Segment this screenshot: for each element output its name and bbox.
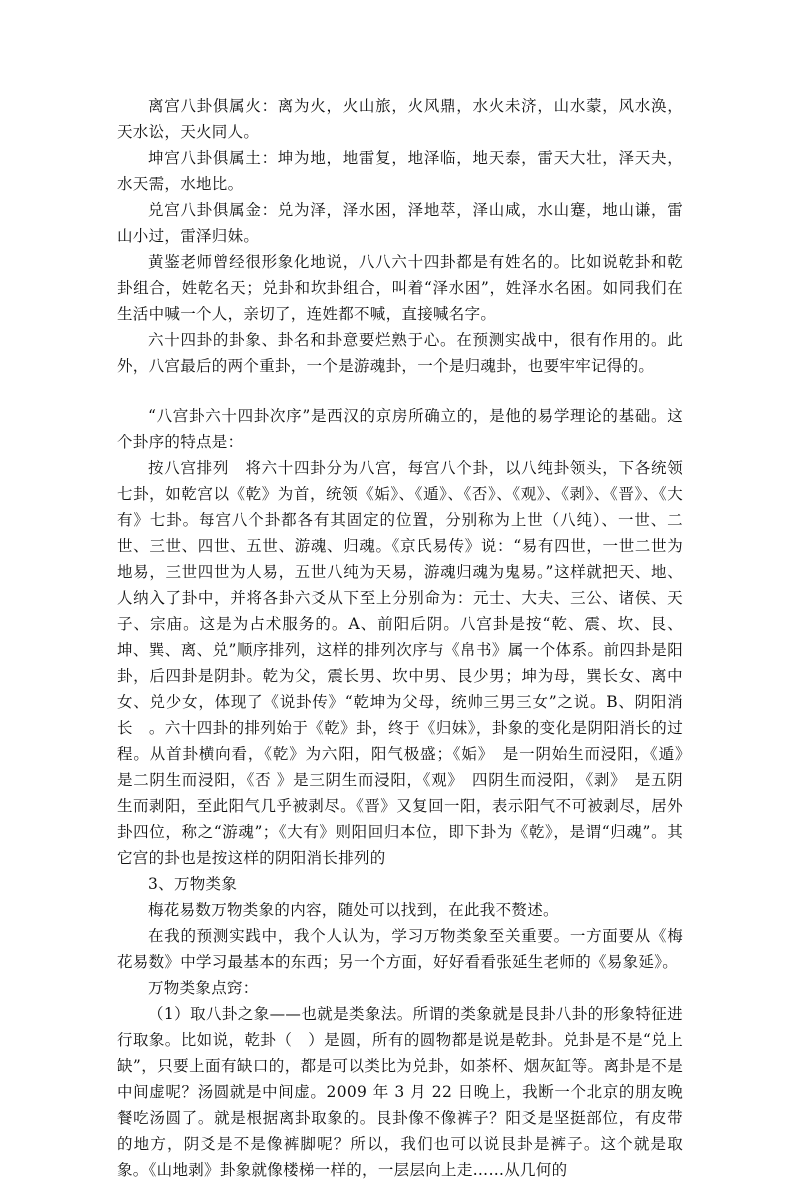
paragraph-hexagram-names: 黄鉴老师曾经很形象化地说，八八六十四卦都是有姓名的。比如说乾卦和乾卦组合，姓乾名天；兑卦和坎卦组合，叫着“泽水困”，姓泽水名困。如同我们在生活中喊一个人，亲切了，连姓都不喊，直接喊名字。 — [117, 253, 683, 323]
paragraph-practice: 在我的预测实践中，我个人认为，学习万物类象至关重要。一方面要从《梅花易数》中学习最基本的东西；另一个方面，好好看看张延生老师的《易象延》。 — [117, 927, 683, 971]
paragraph-kun-palace: 坤宫八卦俱属土：坤为地，地雷复，地泽临，地天泰，雷天大壮，泽天夬，水天需，水地比。 — [117, 149, 683, 193]
paragraph-jingfang-order: “八宫卦六十四卦次序”是西汉的京房所确立的，是他的易学理论的基础。这个卦序的特点是： — [117, 407, 683, 451]
paragraph-meihua: 梅花易数万物类象的内容，随处可以找到，在此我不赘述。 — [148, 901, 559, 919]
paragraph-dui-palace: 兑宫八卦俱属金：兑为泽，泽水困，泽地萃，泽山咸，水山蹇，地山谦，雷山小过，雷泽归妹。 — [117, 201, 683, 245]
paragraph-take-image: （1）取八卦之象——也就是类象法。所谓的类象就是艮卦八卦的形象特征进行取象。比如说，乾卦（ ）是圆，所有的圆物都是说是乾卦。兑卦是不是“兑上缺”，只要上面有缺口的，都是可以类比为兑卦，如茶杯、烟灰缸等。离卦是不是中间虚呢？汤圆就是中间虚。2009 年 3 月 22 日晚上，我断一个北京的朋友晚餐吃汤圆了。就是根据离卦取象的。艮卦像不像裤子？阳爻是坚挺部位，有皮带的地方，阴爻是不是像裤脚呢？所以，我们也可以说艮卦是裤子。这个就是取象。《山地剥》卦象就像楼梯一样的，一层层向上走……从几何的 — [117, 1005, 683, 1179]
paragraph-memorize: 六十四卦的卦象、卦名和卦意要烂熟于心。在预测实战中，很有作用的。此外，八宫最后的两个重卦，一个是游魂卦，一个是归魂卦，也要牢牢记得的。 — [117, 331, 683, 375]
paragraph-gap — [117, 379, 683, 403]
paragraph-li-palace: 离宫八卦俱属火：离为火，火山旅，火风鼎，水火未济，山水蒙，风水涣，天水讼，天火同人。 — [117, 97, 683, 141]
document-page — [117, 93, 699, 1183]
section-heading-wanwu: 3、万物类象 — [148, 875, 238, 893]
paragraph-tips-heading: 万物类象点窍： — [148, 979, 259, 997]
paragraph-eight-palaces: 按八宫排列 将六十四卦分为八宫，每宫八个卦，以八纯卦领头，下各统领七卦，如乾宫以《乾》为首，统领《姤》、《遁》、《否》、《观》、《剥》、《晋》、《大有》七卦。每宫八个卦都各有其固定的位置，分别称为上世（八纯）、一世、二世、三世、四世、五世、游魂、归魂。《京氏易传》说：“易有四世，一世二世为地易，三世四世为人易，五世八纯为天易，游魂归魂为鬼易。”这样就把天、地、人纳入了卦中，并将各卦六爻从下至上分别命为：元士、大夫、三公、诸侯、天子、宗庙。这是为占术服务的。A、前阳后阴。八宫卦是按“乾、震、坎、艮、坤、巽、离、兑”顺序排列，这样的排列次序与《帛书》属一个体系。前四卦是阳卦，后四卦是阴卦。乾为父，震长男、坎中男、艮少男；坤为母，巽长女、离中女、兑少女，体现了《说卦传》“乾坤为父母，统帅三男三女”之说。B、阴阳消长 。六十四卦的排列始于《乾》卦，终于《归妹》，卦象的变化是阴阳消长的过程。从首卦横向看，《乾》为六阳，阳气极盛；《姤》 是一阴始生而浸阳，《遁》 是二阴生而浸阳，《否 》是三阴生而浸阳，《观》 四阴生而浸阳，《剥》 是五阴生而剥阳，至此阳气几乎被剥尽。《晋》又复回一阳，表示阳气不可被剥尽，居外卦四位，称之“游魂”；《大有》则阳回归本位，即下卦为《乾》，是谓“归魂”。其它宫的卦也是按这样的阴阳消长排列的 — [117, 459, 699, 867]
